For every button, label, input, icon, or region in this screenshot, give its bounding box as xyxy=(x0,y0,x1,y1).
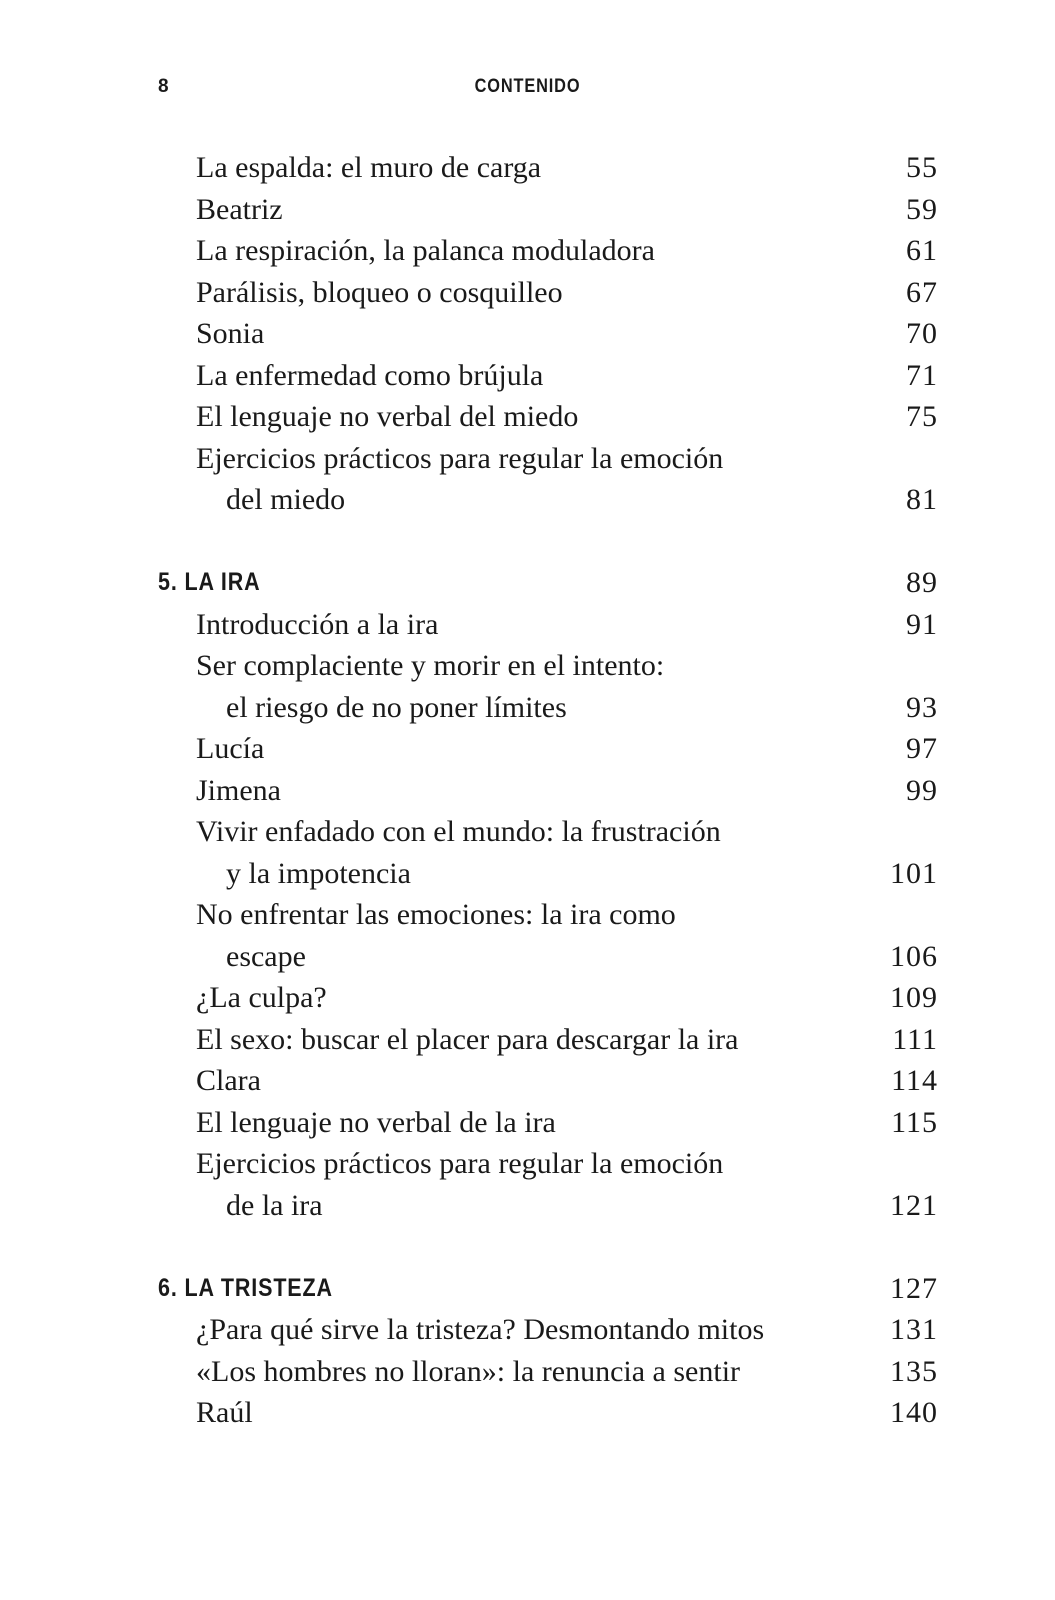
toc-entry-page: 91 xyxy=(906,607,938,641)
toc-entry-title: de la ira xyxy=(226,1188,323,1222)
toc-entry-continuation xyxy=(158,687,938,729)
toc-entry-title: Lucía xyxy=(196,732,265,765)
toc-entry xyxy=(158,355,938,397)
toc-entry xyxy=(158,1102,938,1144)
toc-entry-title: «Los hombres no lloran»: la renuncia a sentir xyxy=(196,1354,741,1388)
toc-entry xyxy=(158,811,938,853)
chapter-title: 5. LA IRA xyxy=(158,568,261,596)
toc-entry xyxy=(158,1392,938,1434)
toc-entry-title: El lenguaje no verbal de la ira xyxy=(196,1105,556,1139)
toc-entry-title: Ejercicios prácticos para regular la emoción xyxy=(196,1147,724,1180)
toc-entry xyxy=(158,272,938,314)
toc-entry xyxy=(158,147,938,189)
toc-entry-title: del miedo xyxy=(226,483,346,516)
toc-entry xyxy=(158,1143,938,1185)
toc-entry-title: ¿Para qué sirve la tristeza? Desmontando mitos xyxy=(196,1313,765,1346)
toc-entry-title: La respiración, la palanca moduladora xyxy=(196,234,655,267)
table-of-contents xyxy=(158,147,938,1434)
chapter-title: 6. LA TRISTEZA xyxy=(158,1273,333,1302)
toc-entry-title: Ser complaciente y morir en el intento: xyxy=(196,649,665,682)
toc-entry-title: Sonia xyxy=(196,317,265,350)
toc-entry-title: Introducción a la ira xyxy=(196,607,439,641)
toc-entry-page: 70 xyxy=(906,317,938,350)
toc-entry xyxy=(158,977,938,1019)
toc-entry-page: 140 xyxy=(890,1396,938,1429)
toc-entry-page: 115 xyxy=(891,1105,938,1139)
toc-entry xyxy=(158,396,938,438)
toc-entry xyxy=(158,1060,938,1102)
toc-entry xyxy=(158,1019,938,1061)
toc-entry-page: 135 xyxy=(890,1354,938,1388)
toc-entry-continuation xyxy=(158,1185,938,1227)
toc-entry-title: ¿La culpa? xyxy=(196,981,327,1014)
toc-entry xyxy=(158,313,938,355)
toc-entry-title: La enfermedad como brújula xyxy=(196,358,544,392)
toc-entry-page: 109 xyxy=(890,981,938,1014)
page-number: 8 xyxy=(158,76,169,97)
toc-entry-page: 127 xyxy=(890,1271,938,1305)
toc-entry-title: y la impotencia xyxy=(226,856,411,890)
toc-entry-page: 114 xyxy=(891,1064,938,1097)
toc-entry xyxy=(158,1309,938,1351)
toc-entry-title: El lenguaje no verbal del miedo xyxy=(196,400,579,433)
toc-entry-page: 81 xyxy=(906,483,938,516)
running-head: CONTENIDO xyxy=(474,76,581,97)
toc-chapter-heading xyxy=(158,562,938,604)
toc-entry xyxy=(158,1351,938,1393)
toc-entry-title: No enfrentar las emociones: la ira como xyxy=(196,898,676,931)
toc-entry xyxy=(158,770,938,812)
toc-entry-continuation xyxy=(158,853,938,895)
toc-entry-title: escape xyxy=(226,939,306,973)
toc-entry-page: 93 xyxy=(906,690,938,724)
toc-entry-title: el riesgo de no poner límites xyxy=(226,690,567,724)
toc-entry-title: Ejercicios prácticos para regular la emoción xyxy=(196,441,724,475)
toc-entry-page: 67 xyxy=(906,275,938,309)
toc-entry-page: 75 xyxy=(906,400,938,433)
toc-entry xyxy=(158,894,938,936)
toc-entry-title: Vivir enfadado con el mundo: la frustración xyxy=(196,815,721,848)
toc-entry-continuation xyxy=(158,936,938,978)
toc-entry-title: Parálisis, bloqueo o cosquilleo xyxy=(196,275,563,309)
toc-entry-title: La espalda: el muro de carga xyxy=(196,151,542,184)
toc-entry-title: Clara xyxy=(196,1064,261,1097)
toc-entry-title: El sexo: buscar el placer para descargar la ira xyxy=(196,1022,739,1056)
toc-entry xyxy=(158,438,938,480)
toc-entry-page: 89 xyxy=(906,566,938,599)
toc-entry-page: 101 xyxy=(890,856,938,890)
toc-entry-title: Beatriz xyxy=(196,192,283,226)
toc-entry-title: Jimena xyxy=(196,773,281,807)
toc-entry xyxy=(158,189,938,231)
toc-entry xyxy=(158,645,938,687)
toc-entry-page: 97 xyxy=(906,732,938,765)
toc-chapter-heading xyxy=(158,1268,938,1310)
toc-entry xyxy=(158,604,938,646)
toc-entry-page: 99 xyxy=(906,773,938,807)
toc-entry-page: 59 xyxy=(906,192,938,226)
toc-entry-page: 71 xyxy=(906,358,938,392)
toc-entry-page: 131 xyxy=(890,1313,938,1346)
toc-entry-page: 111 xyxy=(892,1022,938,1056)
toc-entry-page: 106 xyxy=(890,939,938,973)
toc-entry xyxy=(158,230,938,272)
toc-entry-title: Raúl xyxy=(196,1396,253,1429)
toc-entry-continuation xyxy=(158,479,938,521)
toc-entry-page: 61 xyxy=(906,234,938,267)
toc-entry-page: 121 xyxy=(890,1188,938,1222)
toc-entry-page: 55 xyxy=(906,151,938,184)
toc-entry xyxy=(158,728,938,770)
